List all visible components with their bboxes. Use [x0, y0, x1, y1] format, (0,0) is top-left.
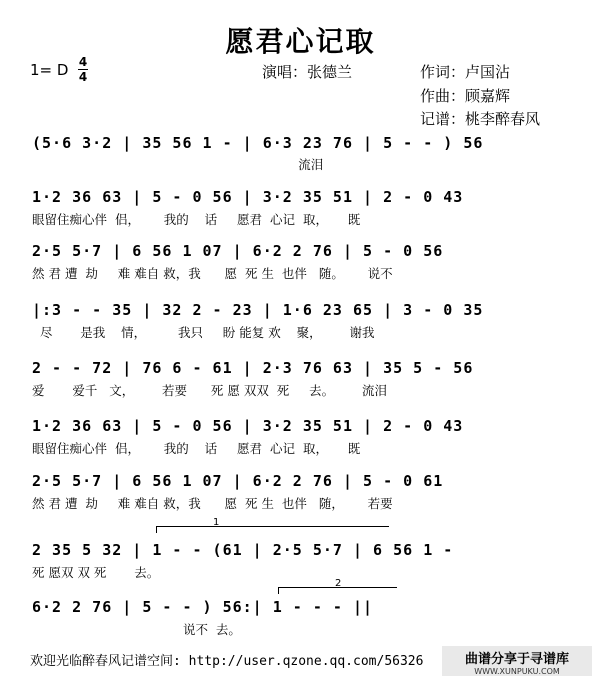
- volta-2-number: 2: [335, 578, 342, 589]
- lyrics-line-8: 死 愿双 双 死 去。: [32, 565, 160, 580]
- score-notes-line-4: |:3 - - 35 | 32 2 - 23 | 1·6 23 65 | 3 - 0 35: [32, 301, 484, 319]
- score-notes-line-2: 1·2 36 63 | 5 - 0 56 | 3·2 35 51 | 2 - 0 43: [32, 188, 464, 206]
- score-notes-line-7: 2·5 5·7 | 6 56 1 07 | 6·2 2 76 | 5 - 0 61: [32, 472, 444, 490]
- key-signature: 1= D: [30, 61, 69, 79]
- watermark-url: WWW.XUNPUKU.COM: [474, 667, 560, 676]
- score-notes-line-8: 2 35 5 32 | 1 - - (61 | 2·5 5·7 | 6 56 1 -: [32, 541, 454, 559]
- volta-bracket-1: [156, 517, 389, 533]
- time-sig-top: 4: [78, 55, 88, 69]
- score-notes-line-5: 2 - - 72 | 76 6 - 61 | 2·3 76 63 | 35 5 - 56: [32, 359, 474, 377]
- time-signature: [78, 56, 88, 83]
- lyricist-credit: 作词：卢国沾: [420, 63, 511, 81]
- lyrics-line-2: 眼留住痴心伴 侣， 我的 话 愿君 心记 取， 既: [32, 212, 361, 227]
- score-notes-line-6: 1·2 36 63 | 5 - 0 56 | 3·2 35 51 | 2 - 0 43: [32, 417, 464, 435]
- singer-credit: 演唱：张德兰: [262, 63, 353, 81]
- lyrics-line-7: 然 君 遭 劫 难 难自 救，我 愿 死 生 也伴 随， 若要: [32, 496, 393, 511]
- watermark-title: 曲谱分享于寻谱库: [464, 652, 569, 667]
- song-title: 愿君心记取: [225, 25, 376, 58]
- lyrics-line-1: 流泪: [32, 157, 324, 172]
- time-sig-bottom: 4: [78, 70, 88, 84]
- footer-visit-text: 欢迎光临醉春风记谱空间: http://user.qzone.qq.com/56326: [30, 654, 424, 669]
- lyrics-line-6: 眼留住痴心伴 侣， 我的 话 愿君 心记 取， 既: [32, 441, 361, 456]
- score-notes-line-3: 2·5 5·7 | 6 56 1 07 | 6·2 2 76 | 5 - 0 56: [32, 242, 444, 260]
- lyrics-line-3: 然 君 遭 劫 难 难自 救，我 愿 死 生 也伴 随。 说不: [32, 266, 393, 281]
- transcriber-credit: 记谱：桃李醉春风: [420, 110, 541, 128]
- lyrics-line-5: 爱 爱千 文， 若要 死 愿 双双 死 去。 流泪: [32, 383, 387, 398]
- lyrics-line-9: 说不 去。: [32, 622, 241, 637]
- volta-bracket-2: [278, 578, 397, 594]
- composer-credit: 作曲：顾嘉辉: [420, 87, 511, 105]
- volta-1-number: 1: [213, 517, 220, 528]
- score-notes-line-1: (5·6 3·2 | 35 56 1 - | 6·3 23 76 | 5 - - ) 56: [32, 134, 484, 152]
- lyrics-line-4: 尽 是我 情， 我只 盼 能复 欢 聚， 谢我: [32, 325, 375, 340]
- score-notes-line-9: 6·2 2 76 | 5 - - ) 56:| 1 - - - ||: [32, 598, 374, 616]
- site-watermark: [442, 646, 592, 676]
